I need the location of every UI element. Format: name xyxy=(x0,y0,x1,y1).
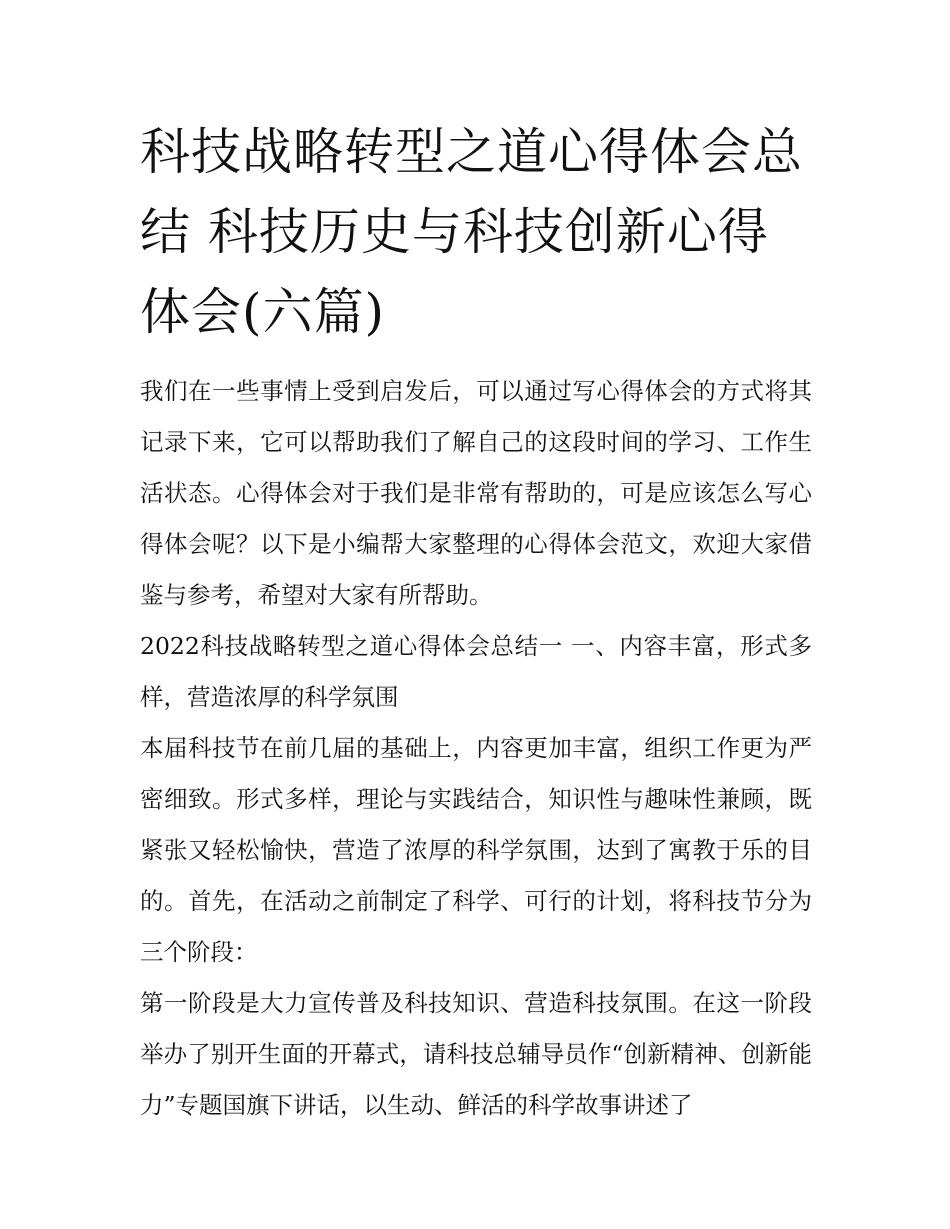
paragraph-section-heading: 2022科技战略转型之道心得体会总结一 一、内容丰富，形式多样，营造浓厚的科学氛围 xyxy=(140,632,812,711)
paragraph-body-2: 第一阶段是大力宣传普及科技知识、营造科技氛围。在这一阶段举办了别开生面的开幕式，请科技总辅导员作“创新精神、创新能力”专题国旗下讲话，以生动、鲜活的科学故事讲述了 xyxy=(140,989,812,1119)
paragraph-body-1: 本届科技节在前几届的基础上，内容更加丰富，组织工作更为严密细致。形式多样，理论与实践结合，知识性与趣味性兼顾，既紧张又轻松愉快，营造了浓厚的科学氛围，达到了寓教于乐的目的。首先，在活动之前制定了科学、可行的计划，将科技节分为三个阶段： xyxy=(140,734,812,966)
paragraph-intro: 我们在一些事情上受到启发后，可以通过写心得体会的方式将其记录下来，它可以帮助我们了解自己的这段时间的学习、工作生活状态。心得体会对于我们是非常有帮助的，可是应该怎么写心得体会呢？以下是小编帮大家整理的心得体会范文，欢迎大家借鉴与参考，希望对大家有所帮助。 xyxy=(140,377,812,609)
document-body xyxy=(140,112,812,1131)
document-title: 科技战略转型之道心得体会总结 科技历史与科技创新心得体会(六篇) xyxy=(140,123,803,341)
